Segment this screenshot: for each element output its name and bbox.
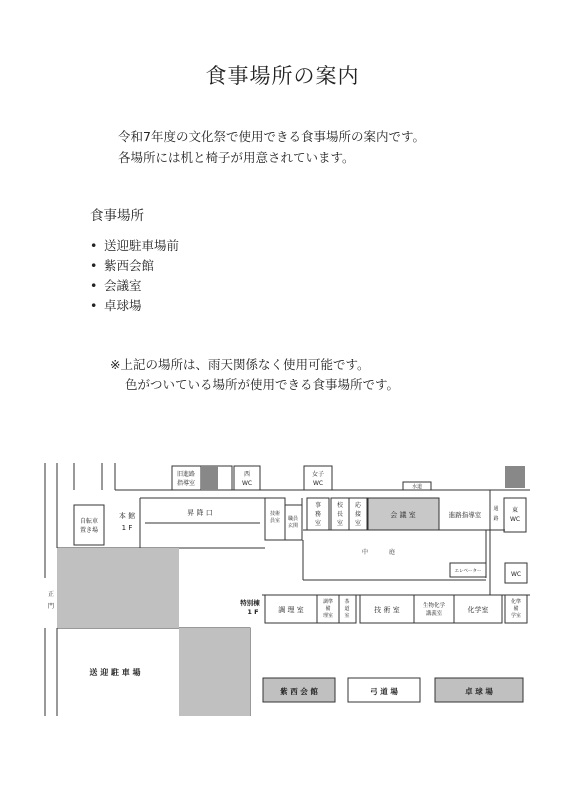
label-corridor-2: 路	[493, 516, 499, 522]
label-guidance-room: 進路指導室	[448, 511, 482, 519]
label-table-tennis: 卓 球 場	[465, 687, 493, 696]
label-entrance-hall: 昇 降 口	[187, 509, 213, 517]
label-reception-2: 接	[354, 511, 362, 518]
label-east-wc-2: WC	[509, 516, 521, 523]
label-cooking-room: 調 理 室	[278, 606, 304, 614]
label-meeting-room: 会 議 室	[390, 511, 416, 519]
section-heading: 食事場所	[90, 208, 144, 224]
label-bicycle-2: 置き場	[79, 527, 99, 534]
label-girls-wc-2: WC	[312, 480, 324, 487]
list-item: • 紫西会館	[90, 256, 179, 276]
label-east-wc-1: 東	[511, 507, 519, 514]
label-old-guidance-2: 指導室	[176, 480, 196, 487]
label-chem-prep-2: 備	[513, 606, 519, 612]
label-principal-3: 室	[336, 520, 344, 527]
label-tea-room-3: 室	[344, 613, 350, 619]
label-girls-wc-1: 女子	[311, 471, 325, 478]
label-water: 水道	[411, 484, 423, 490]
label-special-bldg-1: 特別棟	[240, 599, 260, 607]
label-chem-prep-1: 化準	[510, 599, 522, 605]
label-staff-entrance-2: 玄関	[287, 523, 299, 529]
label-corridor-1: 通	[493, 506, 499, 512]
dining-area-parking-front	[57, 548, 179, 628]
note-line-1: ※上記の場所は、雨天関係なく使用可能です。	[110, 357, 370, 372]
label-main-bldg-1: 本 館	[118, 512, 136, 520]
label-elevator: エレベーター	[454, 569, 482, 574]
label-prep-room-2: 備	[325, 606, 331, 612]
page-title: 食事場所の案内	[205, 64, 360, 88]
label-tech-staff-1: 技術	[269, 511, 281, 517]
label-shisei-hall: 紫 西 会 館	[280, 687, 318, 696]
intro-line-2: 各場所には机と椅子が用意されています。	[118, 150, 355, 165]
note-line-2: 色がついている場所が使用できる食事場所です。	[125, 377, 400, 392]
label-west-wc-1: 西	[243, 471, 251, 478]
list-item: • 会議室	[90, 276, 179, 296]
label-archery-hall: 弓 道 場	[370, 687, 398, 696]
label-main-gate-1: 正	[47, 591, 55, 598]
label-reception-1: 応	[354, 502, 362, 509]
label-chem-prep-3: 学室	[510, 613, 522, 619]
list-item: • 送迎駐車場前	[90, 236, 179, 256]
label-wc: WC	[510, 571, 522, 578]
label-office-1: 事	[314, 502, 322, 509]
label-principal-1: 校	[336, 502, 344, 509]
dining-area-parking-side	[179, 628, 250, 716]
stair-block-left	[201, 466, 218, 490]
label-special-bldg-2: 1 F	[247, 608, 259, 616]
label-courtyard-1: 中	[361, 549, 369, 556]
label-prep-room-1: 調準	[322, 599, 334, 605]
label-staff-entrance-1: 職員	[287, 516, 299, 522]
label-office-3: 室	[314, 520, 322, 527]
label-prep-room-3: 理室	[322, 613, 334, 619]
label-bicycle-1: 自転車	[79, 518, 99, 525]
label-old-guidance-1: 旧進路	[176, 471, 196, 478]
label-parking: 送 迎 駐 車 場	[89, 668, 141, 677]
label-courtyard-2: 庭	[388, 549, 396, 556]
label-main-bldg-2: 1 F	[121, 524, 133, 532]
label-tech-room: 技 術 室	[374, 606, 400, 614]
label-bio-chem-2: 講義室	[425, 611, 443, 617]
label-tea-room-1: 茶	[344, 599, 350, 605]
label-principal-2: 長	[336, 511, 344, 518]
list-item: • 卓球場	[90, 296, 179, 316]
intro-line-1: 令和7年度の文化祭で使用できる食事場所の案内です。	[118, 129, 425, 144]
label-office-2: 務	[314, 511, 322, 518]
stair-block-right	[505, 466, 525, 488]
label-tea-room-2: 道	[344, 606, 350, 612]
label-bio-chem-1: 生物化学	[422, 603, 446, 609]
label-west-wc-2: WC	[241, 480, 253, 487]
label-chem-room: 化学室	[467, 606, 489, 614]
label-tech-staff-2: 員室	[269, 518, 281, 524]
label-reception-3: 室	[354, 520, 362, 527]
label-main-gate-2: 門	[47, 603, 55, 610]
